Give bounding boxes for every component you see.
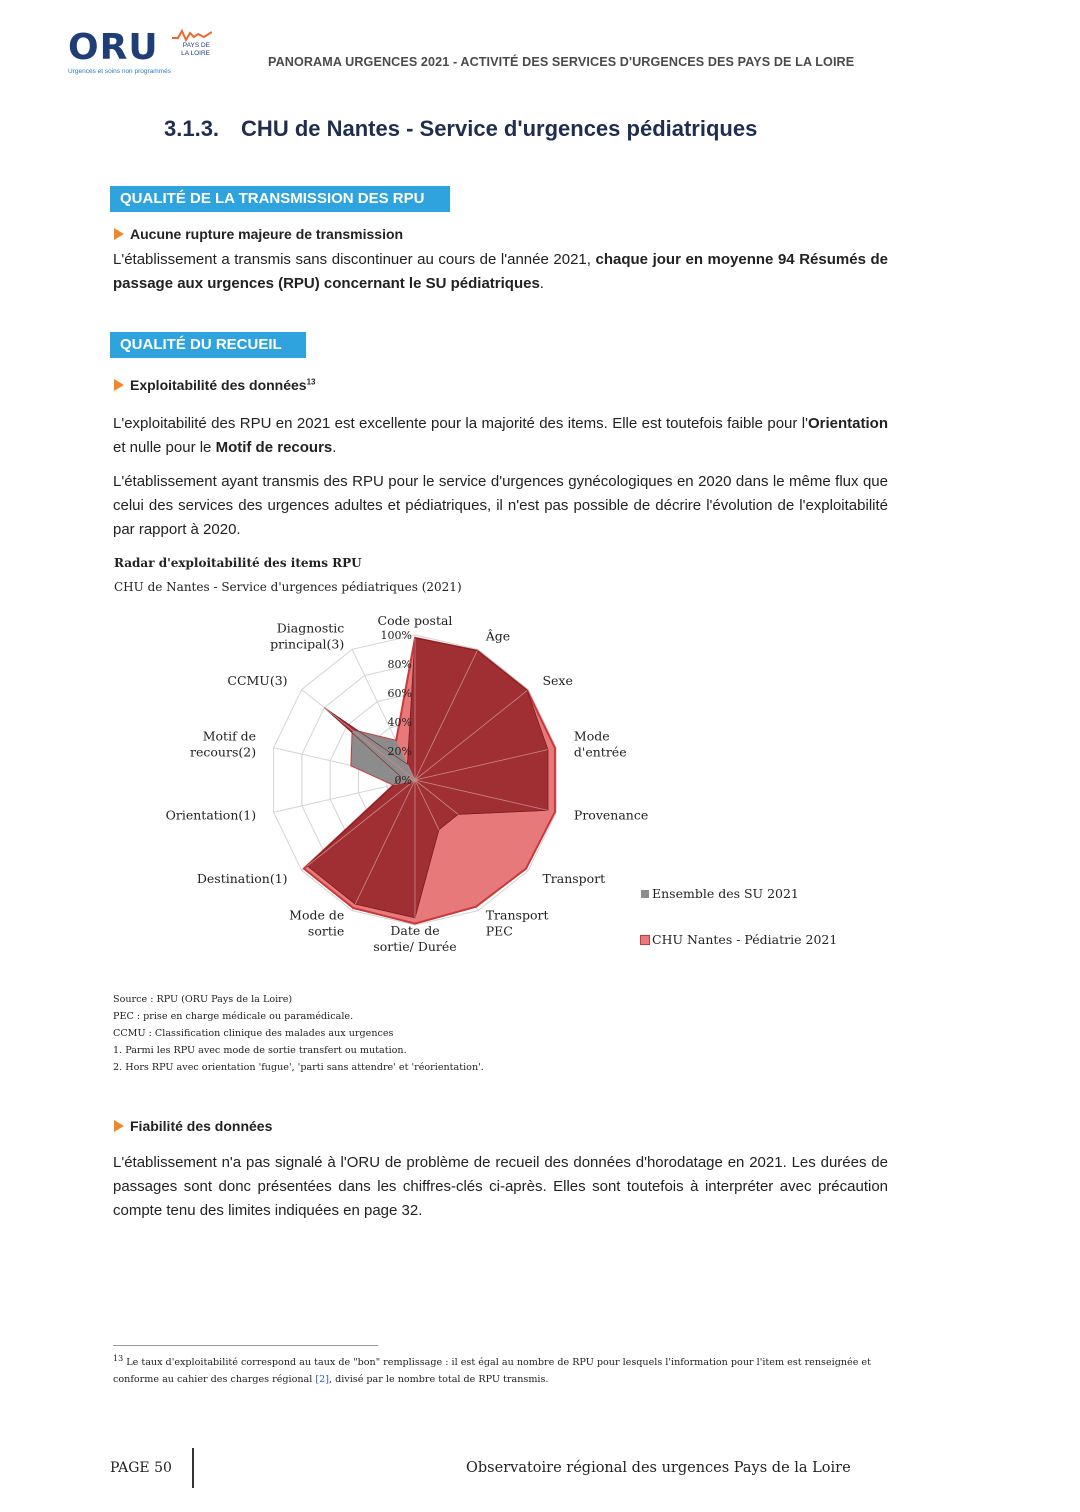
radar-tick-label: 100%	[380, 629, 412, 642]
radar-tick-label: 40%	[387, 716, 412, 729]
radar-axis-label: Diagnostic	[276, 620, 345, 636]
chart-title: Radar d'exploitabilité des items RPU	[114, 556, 362, 570]
bullet-arrow-icon	[114, 1120, 124, 1132]
logo-tagline: Urgences et soins non programmés	[68, 68, 171, 75]
radar-tick-label: 20%	[387, 745, 412, 758]
footnote: $^{13}$ Le taux d'exploitabilité correspond au taux de "bon" remplissage : il est égal au nombre de RPU pour lesquels l'information pour l'item est renseignée et conforme au cahier des charges régional [2], divisé par le nombre total de RPU transmis.	[113, 1354, 871, 1386]
legend-item-chu-nantes: CHU Nantes - Pédiatrie 2021	[641, 932, 837, 947]
section-number: 3.1.3.	[164, 116, 220, 141]
note-pec: PEC : prise en charge médicale ou paramédicale.	[113, 1011, 354, 1022]
note-ccmu: CCMU : Classification clinique des malades aux urgences	[113, 1028, 394, 1039]
footnote-ref: 13	[306, 377, 316, 387]
radar-axis-label: sortie	[307, 923, 345, 939]
radar-axis-label: Mode	[573, 728, 610, 744]
radar-axis-label: Code postal	[377, 613, 453, 628]
bullet-arrow-icon	[114, 228, 124, 240]
radar-axis-label: PEC	[485, 923, 513, 939]
radar-tick-label: 0%	[394, 774, 412, 787]
transmission-banner: QUALITÉ DE LA TRANSMISSION DES RPU	[110, 186, 450, 212]
recueil-banner: QUALITÉ DU RECUEIL	[110, 332, 306, 358]
logo-wave-icon	[172, 28, 212, 42]
page-number: PAGE 50	[110, 1460, 172, 1476]
reference-link[interactable]: [2]	[315, 1374, 329, 1386]
radar-axis-label: Transport	[485, 907, 549, 923]
radar-axis-label: Sexe	[542, 672, 573, 688]
exploitabilite-paragraph-1: L'exploitabilité des RPU en 2021 est excellente pour la majorité des items. Elle est toutefois faible pour l'Orientation et nulle pour le Motif de recours.	[113, 415, 888, 456]
radar-tick-label: 60%	[387, 687, 412, 700]
chart-subtitle: CHU de Nantes - Service d'urgences pédiatriques (2021)	[114, 580, 462, 594]
fiabilite-bullet: Fiabilité des données	[114, 1118, 272, 1134]
radar-axis-label: Motif de	[202, 728, 257, 744]
radar-tick-label: 80%	[387, 658, 412, 671]
radar-axis-label: Âge	[485, 628, 511, 644]
exploitabilite-paragraph-2: L'établissement ayant transmis des RPU pour le service d'urgences gynécologiques en 2020 dans le même flux que celui des services des urgences adultes et pédiatriques, il n'est pas possible de décrire l'évolution de l'exploitabilité par rapport à 2020.	[113, 473, 888, 538]
radar-chart	[160, 600, 680, 980]
transmission-bullet: Aucune rupture majeure de transmission	[114, 226, 403, 242]
radar-axis-label: recours(2)	[190, 744, 257, 760]
exploitabilite-bullet: Exploitabilité des données$^{13}$	[114, 377, 316, 393]
radar-axis-label: Date de	[390, 923, 440, 938]
header-title: PANORAMA URGENCES 2021 - ACTIVITÉ DES SERVICES D'URGENCES DES PAYS DE LA LOIRE	[268, 55, 855, 69]
radar-axis-label: Orientation(1)	[165, 807, 257, 823]
radar-axis-label: CCMU(3)	[227, 672, 288, 688]
legend-swatch-ensemble	[641, 890, 649, 898]
fiabilite-paragraph: L'établissement n'a pas signalé à l'ORU de problème de recueil des données d'horodatage en 2021. Les durées de passages sont donc présentées dans les chiffres-clés ci-après. Elles sont toutefois à interpréter avec précaution compte tenu des limites indiquées en page 32.	[113, 1154, 888, 1219]
radar-axis-label: Mode de	[289, 907, 345, 923]
footer-organization: Observatoire régional des urgences Pays de la Loire	[466, 1460, 851, 1476]
legend-swatch-chu-nantes	[641, 936, 649, 944]
note-1: 1. Parmi les RPU avec mode de sortie transfert ou mutation.	[113, 1045, 407, 1056]
logo-region: PAYS DE LA LOIRE	[181, 42, 210, 57]
radar-axis-label: Transport	[542, 871, 606, 887]
radar-axis-label: Destination(1)	[196, 871, 288, 887]
radar-axis-label: sortie/ Durée	[373, 939, 457, 954]
footnote-divider	[113, 1345, 378, 1346]
legend-item-ensemble: Ensemble des SU 2021	[641, 886, 799, 901]
radar-axis-label: d'entrée	[573, 744, 627, 760]
bullet-arrow-icon	[114, 379, 124, 391]
section-heading: CHU de Nantes - Service d'urgences pédiatriques	[241, 116, 758, 141]
footer-divider	[192, 1448, 194, 1488]
transmission-paragraph: L'établissement a transmis sans discontinuer au cours de l'année 2021, chaque jour en moyenne 94 Résumés de passage aux urgences (RPU) concernant le SU pédiatriques.	[113, 251, 888, 292]
radar-axis-label: principal(3)	[270, 636, 345, 652]
chart-notes	[113, 991, 484, 1076]
note-source: Source : RPU (ORU Pays de la Loire)	[113, 994, 293, 1005]
radar-axis-label: Provenance	[573, 807, 649, 823]
logo-text: ORU	[68, 27, 159, 68]
oru-logo	[68, 28, 228, 80]
note-2: 2. Hors RPU avec orientation 'fugue', 'parti sans attendre' et 'réorientation'.	[113, 1062, 484, 1073]
section-title	[164, 116, 757, 142]
